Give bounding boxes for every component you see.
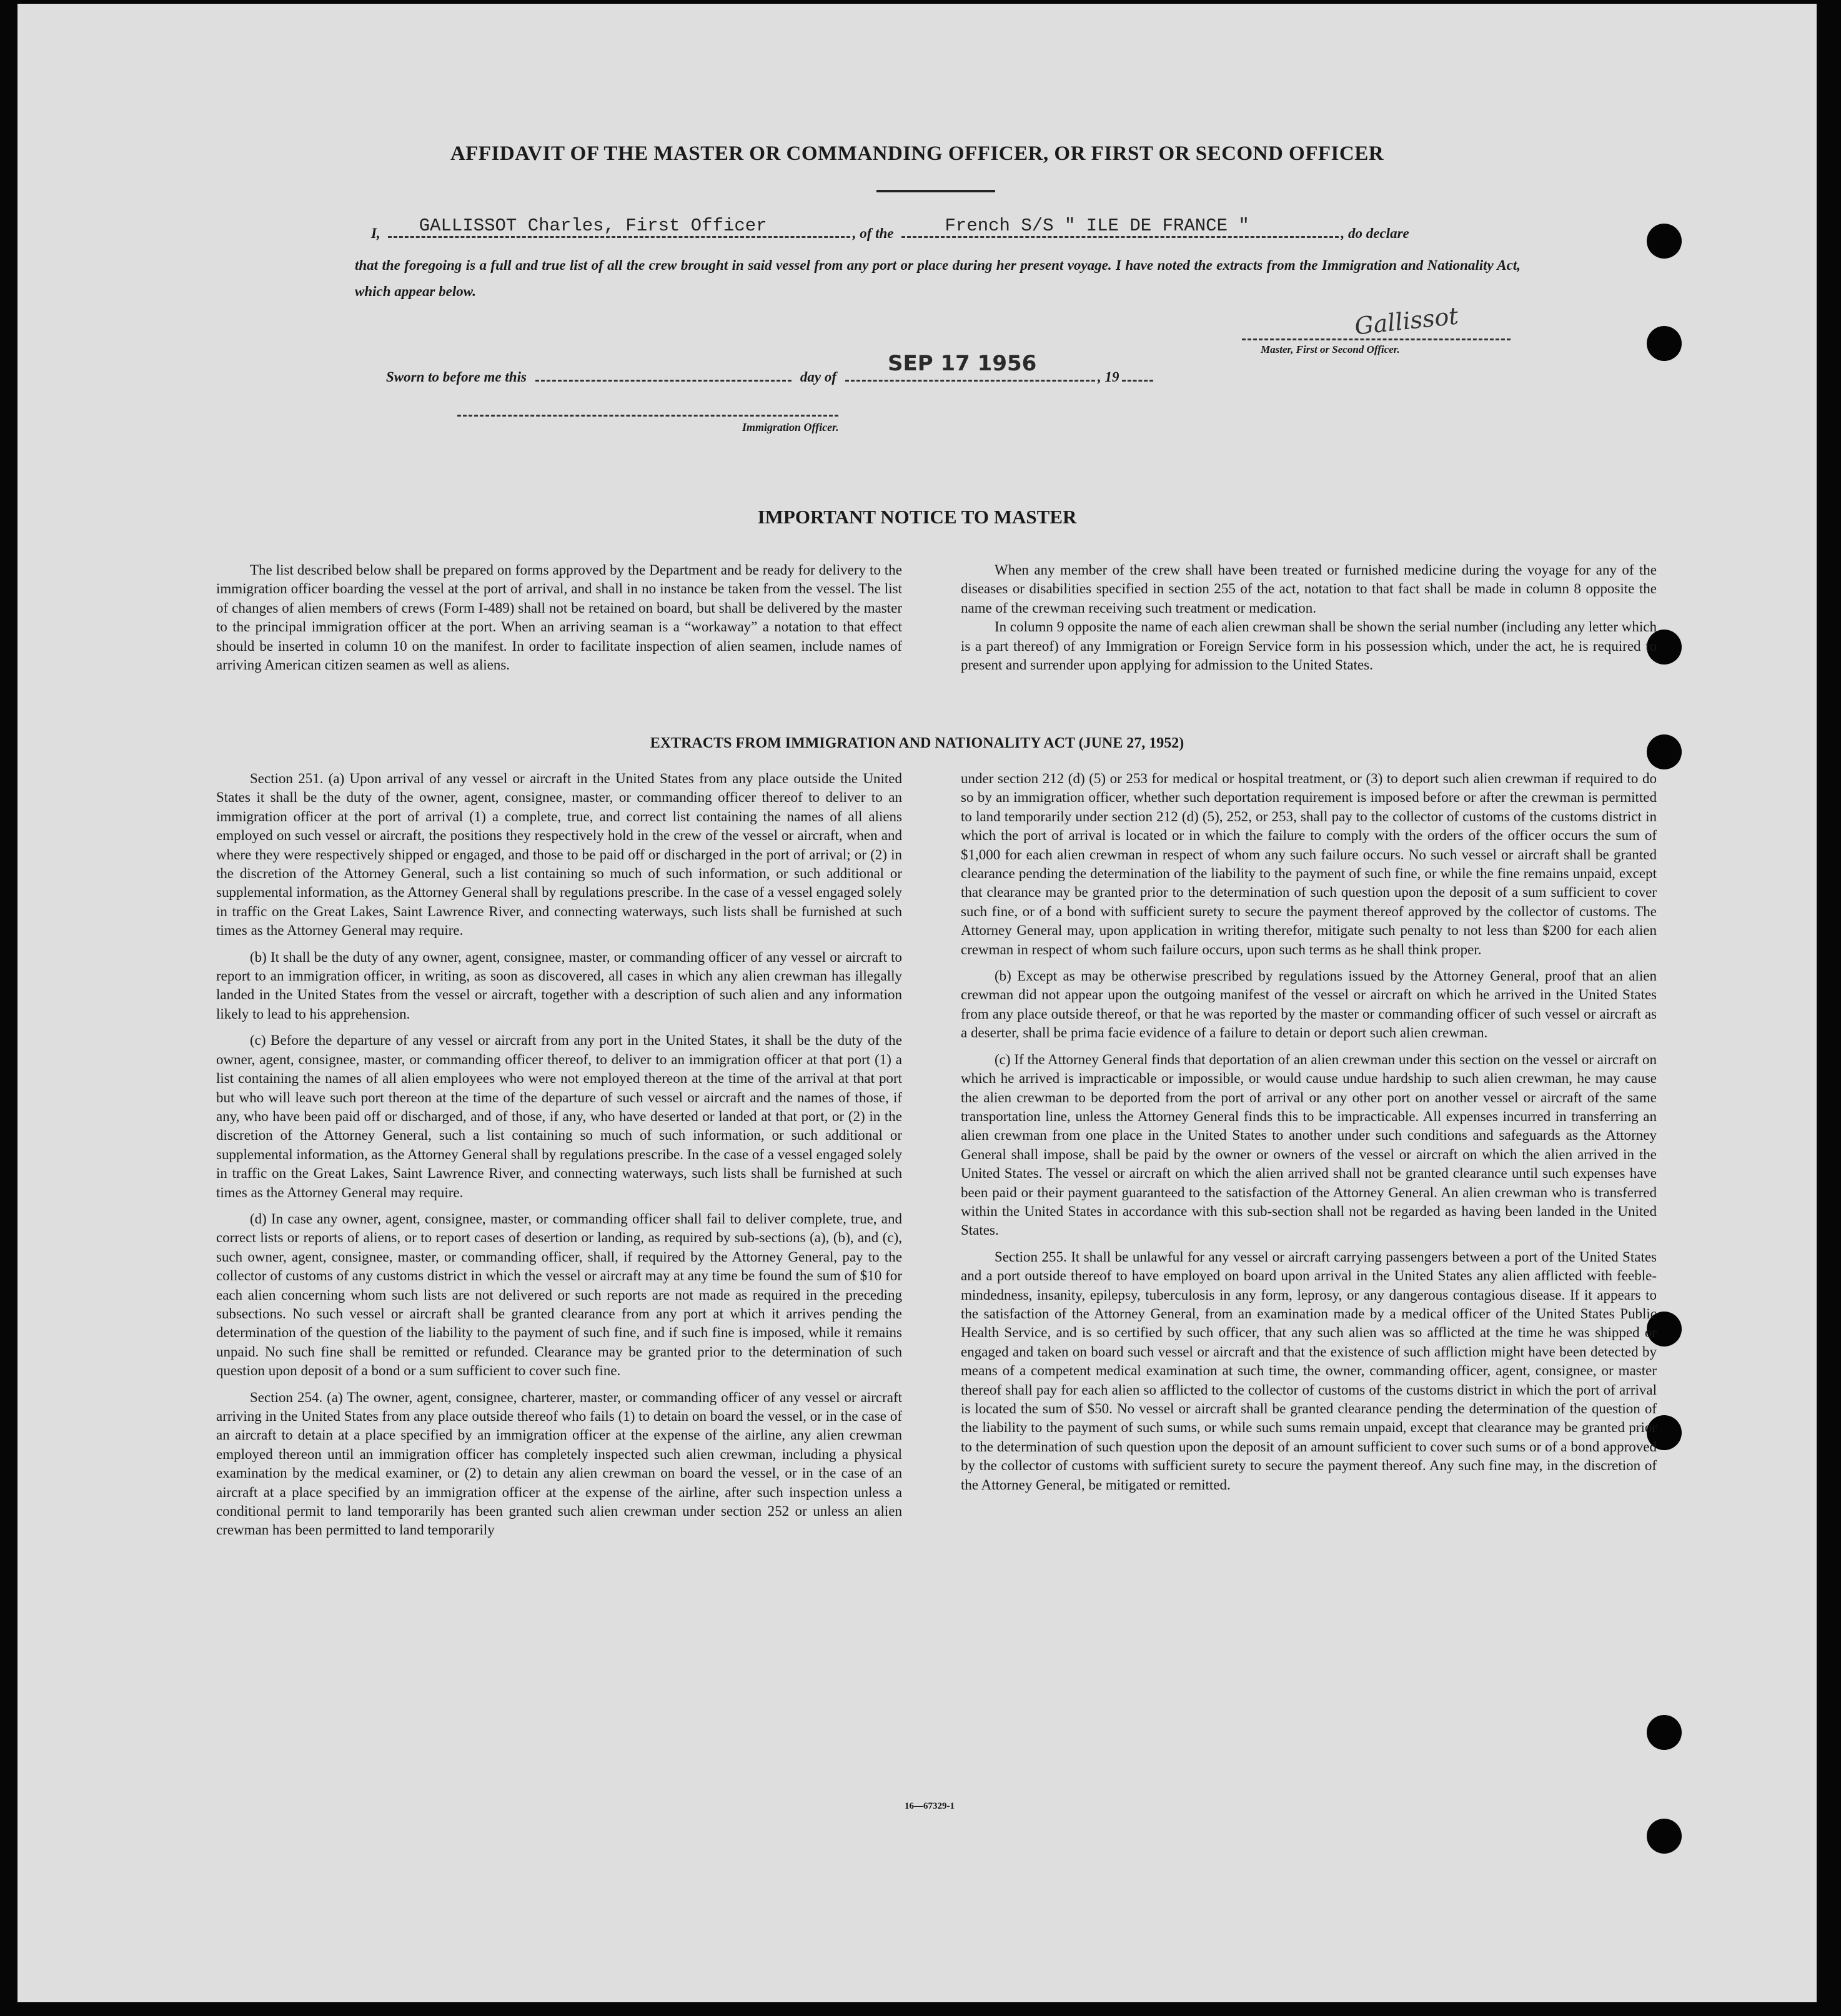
- notice-title: IMPORTANT NOTICE TO MASTER: [757, 506, 1077, 528]
- declarant-name: GALLISSOT Charles, First Officer: [419, 215, 767, 236]
- sworn-line: [386, 351, 1153, 385]
- notice-right-column: [961, 561, 1657, 682]
- notice-paragraph: When any member of the crew shall have been treated or furnished medicine during the voyage for any of the diseases or disabilities specified in section 255 of the act, notation to that fact shall be made in column 8 opposite the name of the crewman receiving such treatment or medication.: [961, 562, 1657, 616]
- statute-paragraph: (d) In case any owner, agent, consignee, master, or commanding officer shall fail to deliver complete, true, and correct lists or reports of aliens, or to report cases of desertion or landing, as required by sub-sections (a), (b), and (c), such owner, agent, consignee, master, or commanding officer, shall, if required by the Attorney General, pay to the collector of customs of any customs district in which the vessel or aircraft may at any time be found the sum of $10 for each alien concerning whom such lists are not delivered or such reports are not made as required in the preceding subsections. No such vessel or aircraft shall be granted clearance from any port at which it arrives pending the determination of the question of the liability to the payment of such fine, and if such fine is imposed, while it remains unpaid. No such fine shall be remitted or refunded. Clearance may be granted prior to the determination of such question upon deposit of a bond or a sum sufficient to cover such fine.: [216, 1210, 902, 1379]
- of-the-label: , of the: [852, 225, 894, 241]
- declarant-field: [388, 217, 850, 238]
- sworn-lead: Sworn to before me this: [386, 369, 527, 385]
- statute-paragraph: (b) Except as may be otherwise prescribed by regulations issued by the Attorney General, proof that an alien crewman did not appear upon the outgoing manifest of the vessel or aircraft on which he arrived in the United States from any place outside thereof, or that he was reported by the master or commanding officer of such vessel or aircraft as a deserter, shall be prima facie evidence of a failure to detain or deport such alien crewman.: [961, 968, 1657, 1041]
- declaration-text: that the foregoing is a full and true list of all the crew brought in said vessel from any port or place during her present voyage. I have noted the extracts from the Immigration and Nationality Act, which appear below.: [355, 257, 1521, 299]
- extracts-right-column: [961, 769, 1657, 1502]
- sworn-year-field: [1122, 362, 1153, 382]
- signature-caption: Master, First or Second Officer.: [1261, 343, 1400, 355]
- statute-paragraph: Section 255. It shall be unlawful for any vessel or aircraft carrying passengers between a port of the United States and a port outside thereof to have employed on board upon arrival in the United States any alien afflicted with feeble-mindedness, insanity, epilepsy, tuberculosis in any form, leprosy, or any dangerous contagious disease. If it appears to the satisfaction of the Attorney General, from an examination made by a medical officer of the United States Public Health Service, and is so certified by such officer, that any such alien was so afflicted at the time he was shipped or engaged and taken on board such vessel or aircraft and that the existence of such affliction might have been detected by means of a competent medical examination at such time, the owner, commanding officer, agent, consignee, or master thereof shall pay for each alien so afflicted to the collector of customs of the customs district in which the port of arrival is located the sum of $50. No vessel or aircraft shall be granted clearance pending the determination of the question of the liability to the payment of such sums, or while such sums remain unpaid, except that clearance may be granted prior to the determination of such question upon the deposit of an amount sufficient to cover such sums or of a bond approved by the collector of customs with sufficient surety to secure the payment thereof. Any such fine may, in the discretion of the Attorney General, be mitigated or remitted.: [961, 1248, 1657, 1493]
- title-divider: [876, 190, 995, 192]
- notice-paragraph: In column 9 opposite the name of each alien crewman shall be shown the serial number (including any letter which is a part thereof) of any Immigration or Foreign Service form in his possession which, under the act, he is required to present and surrender upon applying for admission to the United States.: [961, 619, 1657, 673]
- declaration-lead: I,: [371, 225, 380, 241]
- punch-hole: [1647, 224, 1682, 259]
- statute-paragraph: (c) Before the departure of any vessel or aircraft from any port in the United States, it shall be the duty of the owner, agent, consignee, master, or commanding officer thereof, to deliver to an immigration officer at that port (1) a list containing the names of all alien employees who were not employed thereon at the time of the arrival at that port but who will leave such port thereon at the time of the departure of such vessel or aircraft and the names of those, if any, who have been paid off or discharged, and of those, if any, who have deserted or landed at that port, or (2) in the discretion of the Attorney General, such a list containing so much of such information, or such additional or supplemental information, as the Attorney General shall by regulations prescribe. In the case of a vessel engaged solely in traffic on the Great Lakes, Saint Lawrence River, and connecting waterways, such lists shall be furnished at such times as the Attorney General may require.: [216, 1032, 902, 1200]
- signature-line: [1242, 338, 1511, 340]
- form-number: 16—67329-1: [905, 1801, 955, 1811]
- date-stamp: SEP 17 1956: [888, 351, 1037, 376]
- statute-paragraph: Section 254. (a) The owner, agent, consignee, charterer, master, or commanding officer of any vessel or aircraft arriving in the United States from any place outside thereof who fails (1) to detain on board the vessel, or in the case of an aircraft to detain at a place specified by an immigration officer at the expense of the airline, any alien crewman employed thereon until an immigration officer has completely inspected such alien crewman, including a physical examination by the medical examiner, or (2) to detain any alien crewman on board the vessel, or in the case of an aircraft at a place specified by an immigration officer at the expense of the airline, after such inspection unless a conditional permit to land temporarily has been granted such alien crewman under section 252 or unless an alien crewman has been permitted to land temporarily: [216, 1389, 902, 1538]
- declaration-line: [371, 217, 1521, 242]
- affidavit-title: AFFIDAVIT OF THE MASTER OR COMMANDING OFFICER, OR FIRST OR SECOND OFFICER: [450, 142, 1384, 165]
- sworn-month-field: [845, 351, 1095, 382]
- vessel-field: [901, 217, 1339, 238]
- statute-paragraph: Section 251. (a) Upon arrival of any vessel or aircraft in the United States from any place outside the United States it shall be the duty of the owner, agent, consignee, master, or commanding officer thereof to deliver to an immigration officer at the port of arrival (1) a complete, true, and correct list containing the names of all aliens employed on such vessel or aircraft, the positions they respectively hold in the crew of the vessel or aircraft, when and where they were respectively shipped or engaged, and those to be paid off or discharged in the port of arrival; or (2) in the discretion of the Attorney General, such a list containing so much of such information, or such additional or supplemental information, as the Attorney General shall by regulations prescribe. In the case of a vessel engaged solely in traffic on the Great Lakes, Saint Lawrence River, and connecting waterways, such lists shall be furnished at such times as the Attorney General may require.: [216, 771, 902, 939]
- immigration-officer-line: [457, 415, 838, 417]
- document-page: [17, 4, 1817, 2002]
- officer-signature: Gallissot: [1353, 302, 1460, 340]
- notice-paragraph: The list described below shall be prepared on forms approved by the Department and be ready for delivery to the immigration officer boarding the vessel at the port of arrival, and shall in no instance be taken from the vessel. The list of changes of alien members of crews (Form I-489) shall not be retained on board, but shall be delivered by the master to the principal immigration officer at the port. When an arriving seaman is a “workaway” a notation to that effect should be inserted in column 10 on the manifest. In order to facilitate inspection of alien seamen, include names of arriving American citizen seamen as well as aliens.: [216, 562, 902, 673]
- sworn-day-field: [535, 362, 791, 382]
- statute-paragraph: under section 212 (d) (5) or 253 for medical or hospital treatment, or (3) to deport such alien crewman if required to do so by an immigration officer, whether such deportation requirement is imposed before or after the crewman is permitted to land temporarily under section 212 (d) (5), 252, or 253, shall pay to the collector of customs of the customs district in which the port of arrival is located or in which the failure to comply with the orders of the officer occurs the sum of $1,000 for each alien crewman in respect of whom any such failure occurs. No such vessel or aircraft shall be granted clearance pending the determination of the liability to the payment of such fine, or while the fine remains unpaid, except that clearance may be granted prior to the determination of such question upon the deposit of a sum sufficient to cover such fine, or of a bond with sufficient surety to secure the payment thereof approved by the collector of customs. The Attorney General may, upon application in writing therefor, mitigate such penalty to not less than $200 for each alien crewman in respect of whom such failure occurs, upon such terms as he shall think proper.: [961, 771, 1657, 957]
- vessel-name: French S/S " ILE DE FRANCE ": [945, 215, 1249, 236]
- extracts-left-column: [216, 769, 902, 1540]
- do-declare-label: , do declare: [1341, 225, 1409, 241]
- punch-hole: [1647, 326, 1682, 361]
- year-prefix: , 19: [1098, 369, 1119, 385]
- notice-left-column: [216, 561, 902, 682]
- extracts-title: EXTRACTS FROM IMMIGRATION AND NATIONALITY ACT (JUNE 27, 1952): [650, 735, 1184, 751]
- statute-paragraph: (b) It shall be the duty of any owner, agent, consignee, master, or commanding officer of any vessel or aircraft to report to an immigration officer, in writing, as soon as discovered, all cases in which any alien crewman has illegally landed in the United States from the vessel or aircraft, together with a description of such alien and any information likely to lead to his apprehension.: [216, 949, 902, 1022]
- punch-hole: [1647, 1715, 1682, 1750]
- punch-hole: [1647, 1819, 1682, 1854]
- immigration-officer-caption: Immigration Officer.: [742, 421, 839, 433]
- statute-paragraph: (c) If the Attorney General finds that deportation of an alien crewman under this section on the vessel or aircraft on which he arrived is impracticable or impossible, or would cause undue hardship to such alien crewman, he may cause the alien crewman to be deported from the port of arrival or any other port on another vessel or aircraft of the same transportation line, unless the Attorney General finds this to be impracticable. All expenses incurred in transferring an alien crewman from one place in the United States to another under such conditions and safeguards as the Attorney General shall impose, shall be paid by the owner or owners of the vessel or aircraft on which the alien arrived in the United States. The vessel or aircraft on which the alien arrived shall not be granted clearance until such expenses have been paid or their payment guaranteed to the satisfaction of the Attorney General. An alien crewman who is transferred within the United States in accordance with this sub-section shall not be regarded as having been landed in the United States.: [961, 1051, 1657, 1238]
- day-of-label: day of: [800, 369, 837, 385]
